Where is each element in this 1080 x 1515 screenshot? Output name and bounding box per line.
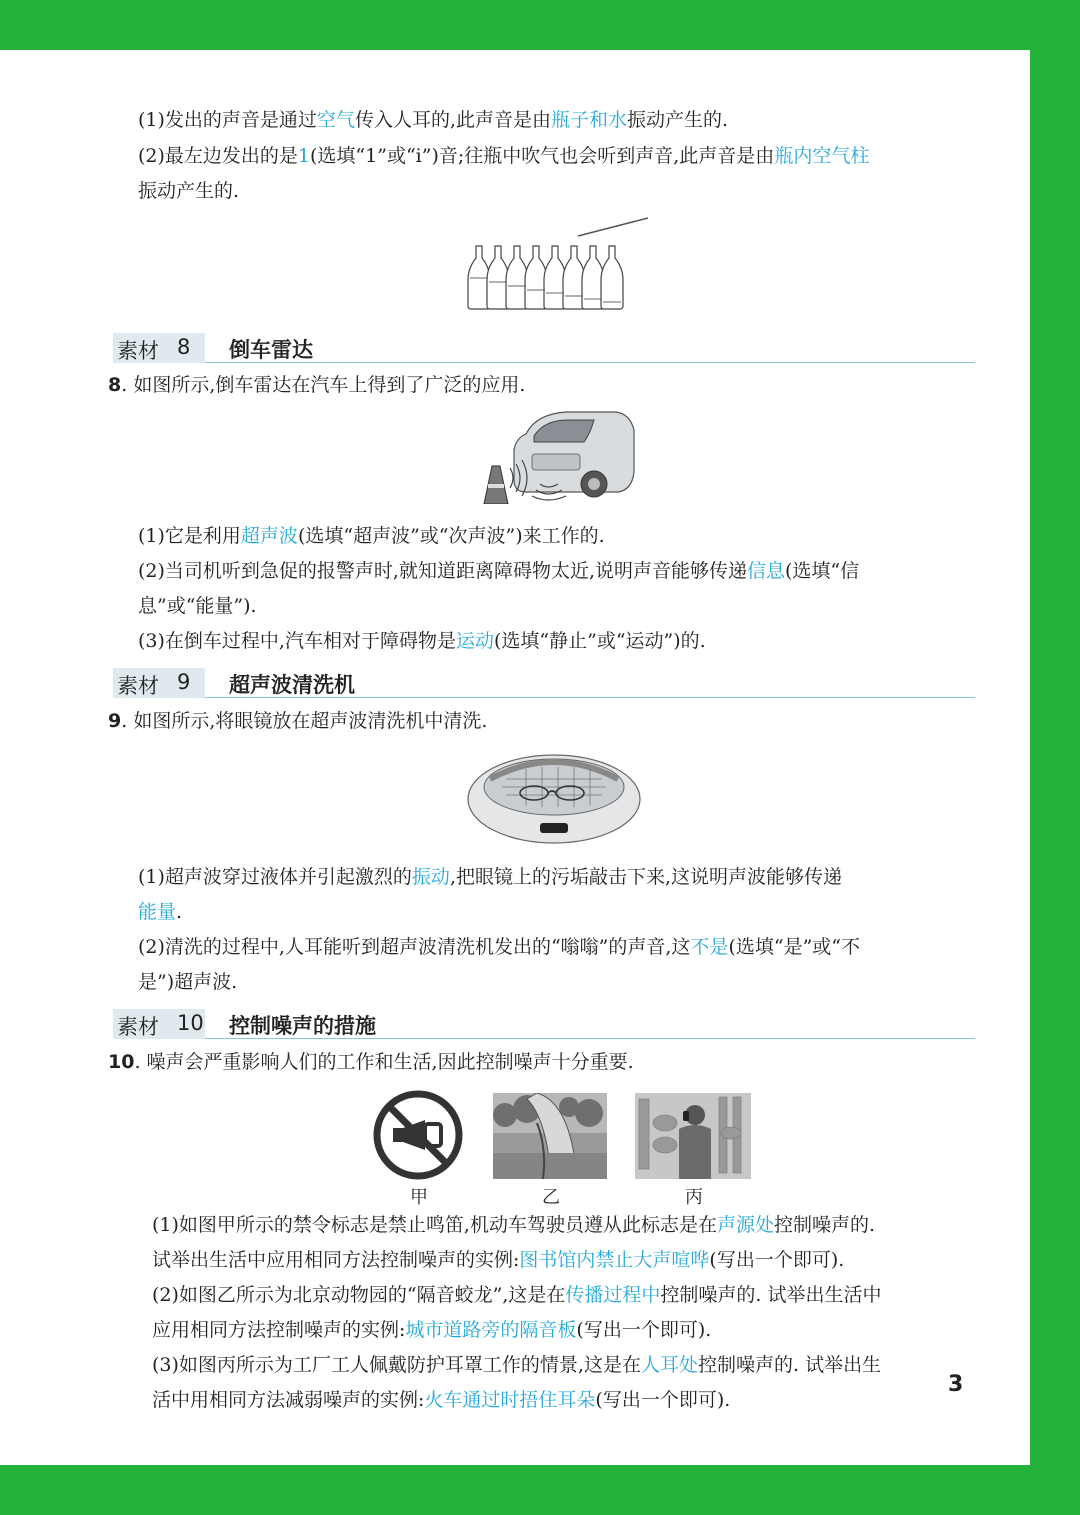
q10-p3-text-b: 控制噪声的. 试举出生 (697, 1354, 882, 1376)
section-label: 素材 (117, 339, 159, 363)
q10-part2 (152, 1282, 882, 1308)
straw (578, 218, 648, 236)
q10-p2-text-b: 控制噪声的. 试举出生活中 (660, 1284, 882, 1306)
q9-p2-text-b: (选填“是”或“不 (728, 936, 860, 958)
q10-part1-cont (152, 1247, 844, 1273)
q7-p2-answer-2: 瓶内空气柱 (774, 145, 870, 167)
section-tag (113, 668, 205, 698)
section-title: 控制噪声的措施 (229, 1014, 376, 1038)
q10-part3-cont (152, 1387, 730, 1413)
q10-p3-text-c: 活中用相同方法减弱噪声的实例: (152, 1389, 425, 1411)
q8-p2-text-c: 息”或“能量”). (138, 595, 257, 617)
q9-p2-text-a: (2)清洗的过程中,人耳能听到超声波清洗机发出的“嗡嗡”的声音,这 (138, 936, 691, 958)
q9-stem (108, 708, 487, 734)
q10-p2-answer-1: 传播过程中 (565, 1284, 661, 1306)
q8-p1-text-a: (1)它是利用 (138, 525, 241, 547)
no-honking-sign-figure (373, 1090, 463, 1180)
q9-p2-answer: 不是 (690, 936, 729, 958)
section-label: 素材 (117, 674, 159, 698)
q9-p1-text-b: ,把眼镜上的污垢敲击下来,这说明声波能够传递 (449, 866, 843, 888)
q10-p1-text-a: (1)如图甲所示的禁令标志是禁止鸣笛,机动车驾驶员遵从此标志是在 (152, 1214, 717, 1236)
q10-p2-answer-2: 城市道路旁的隔音板 (405, 1319, 577, 1341)
q8-part2-cont (138, 593, 257, 619)
section-9-header (113, 668, 975, 698)
q10-p2-text-c: 应用相同方法控制噪声的实例: (152, 1319, 406, 1341)
q8-p2-text-a: (2)当司机听到急促的报警声时,就知道距离障碍物太近,说明声音能够传递 (138, 560, 747, 582)
worker-body (679, 1125, 711, 1179)
q10-p3-answer-1: 人耳处 (640, 1354, 698, 1376)
question-number: 10 (108, 1051, 135, 1073)
q9-p2-text-c: 是”)超声波. (138, 971, 238, 993)
q10-p3-answer-2: 火车通过时捂住耳朵 (424, 1389, 596, 1411)
section-number: 10 (177, 1011, 204, 1035)
question-number: 8 (108, 374, 122, 396)
bottle-8 (601, 246, 623, 309)
bottles-figure (466, 216, 656, 312)
cleaner-button (540, 823, 568, 833)
q8-stem-text: . 如图所示,倒车雷达在汽车上得到了广泛的应用. (121, 374, 526, 396)
section-10-header (113, 1009, 975, 1039)
q7-part2 (138, 143, 869, 169)
q8-part1 (138, 523, 605, 549)
q10-part2-cont (152, 1317, 711, 1343)
q7-p1-answer-2: 瓶子和水 (550, 109, 627, 131)
q10-p1-answer-2: 图书馆内禁止大声喧哗 (519, 1249, 710, 1271)
q8-p2-answer: 信息 (747, 560, 786, 582)
q7-p2-text-a: (2)最左边发出的是 (138, 145, 298, 167)
section-tag (113, 1009, 205, 1039)
q7-p2-answer-1: 1 (297, 145, 311, 167)
q10-p1-answer-1: 声源处 (716, 1214, 774, 1236)
q9-part2 (138, 934, 860, 960)
q10-p3-text-d: (写出一个即可). (595, 1389, 731, 1411)
caption-bing: 丙 (685, 1187, 703, 1208)
q7-p1-text-a: (1)发出的声音是通过 (138, 109, 317, 131)
q9-part1-cont (138, 899, 182, 925)
q10-p3-text-a: (3)如图丙所示为工厂工人佩戴防护耳罩工作的情景,这是在 (152, 1354, 641, 1376)
q7-part1 (138, 107, 728, 133)
page-number: 3 (948, 1372, 964, 1397)
earmuff-icon (683, 1111, 689, 1121)
q7-part2-cont (138, 178, 239, 204)
q8-p1-answer: 超声波 (240, 525, 298, 547)
section-title: 超声波清洗机 (229, 673, 355, 697)
question-number: 9 (108, 710, 122, 732)
q8-part3 (138, 628, 706, 654)
q9-p1-text-c: . (176, 901, 183, 923)
car-figure (470, 408, 636, 504)
q10-part1 (152, 1212, 875, 1238)
caption-jia: 甲 (410, 1187, 428, 1208)
section-tag (113, 333, 205, 363)
q8-p3-text-b: (选填“静止”或“运动”)的. (493, 630, 706, 652)
q10-p1-text-c: 试举出生活中应用相同方法控制噪声的实例: (152, 1249, 520, 1271)
q9-part1 (138, 864, 842, 890)
q7-p2-text-b: (选填“1”或“i”)音;往瓶中吹气也会听到声音,此声音是由 (310, 145, 775, 167)
q10-p1-text-d: (写出一个即可). (709, 1249, 845, 1271)
q7-p1-text-b: 传入人耳的,此声音是由 (354, 109, 551, 131)
car-bumper (532, 454, 580, 470)
q10-stem-text: . 噪声会严重影响人们的工作和生活,因此控制噪声十分重要. (134, 1051, 634, 1073)
caption-yi: 乙 (542, 1187, 560, 1208)
section-8-header (113, 333, 975, 363)
q8-stem (108, 372, 525, 398)
section-title: 倒车雷达 (229, 338, 313, 362)
q8-p2-text-b: (选填“信 (785, 560, 860, 582)
section-rule (205, 1038, 975, 1039)
q10-p2-text-a: (2)如图乙所示为北京动物园的“隔音蛟龙”,这是在 (152, 1284, 566, 1306)
q7-p1-text-c: 振动产生的. (627, 109, 729, 131)
q8-part2 (138, 558, 859, 584)
sound-barrier-photo (493, 1093, 607, 1179)
q9-p1-answer-1: 振动 (411, 866, 450, 888)
q8-p3-answer: 运动 (455, 630, 494, 652)
section-label: 素材 (117, 1015, 159, 1039)
section-number: 9 (177, 670, 191, 694)
q8-p1-text-b: (选填“超声波”或“次声波”)来工作的. (297, 525, 605, 547)
q10-p2-text-d: (写出一个即可). (576, 1319, 712, 1341)
section-rule (205, 697, 975, 698)
q7-p2-text-c: 振动产生的. (138, 180, 240, 202)
cleaner-figure (466, 749, 642, 845)
q9-p1-text-a: (1)超声波穿过液体并引起激烈的 (138, 866, 412, 888)
q7-p1-answer-1: 空气 (316, 109, 355, 131)
q9-part2-cont (138, 969, 237, 995)
factory-worker-photo (635, 1093, 751, 1179)
car-hubcap (588, 478, 600, 490)
q10-p1-text-b: 控制噪声的. (773, 1214, 876, 1236)
q9-stem-text: . 如图所示,将眼镜放在超声波清洗机中清洗. (121, 710, 488, 732)
q10-stem (108, 1049, 634, 1075)
q8-p3-text-a: (3)在倒车过程中,汽车相对于障碍物是 (138, 630, 456, 652)
section-rule (205, 362, 975, 363)
q9-p1-answer-2: 能量 (138, 901, 177, 923)
q10-part3 (152, 1352, 881, 1378)
section-number: 8 (177, 335, 191, 359)
